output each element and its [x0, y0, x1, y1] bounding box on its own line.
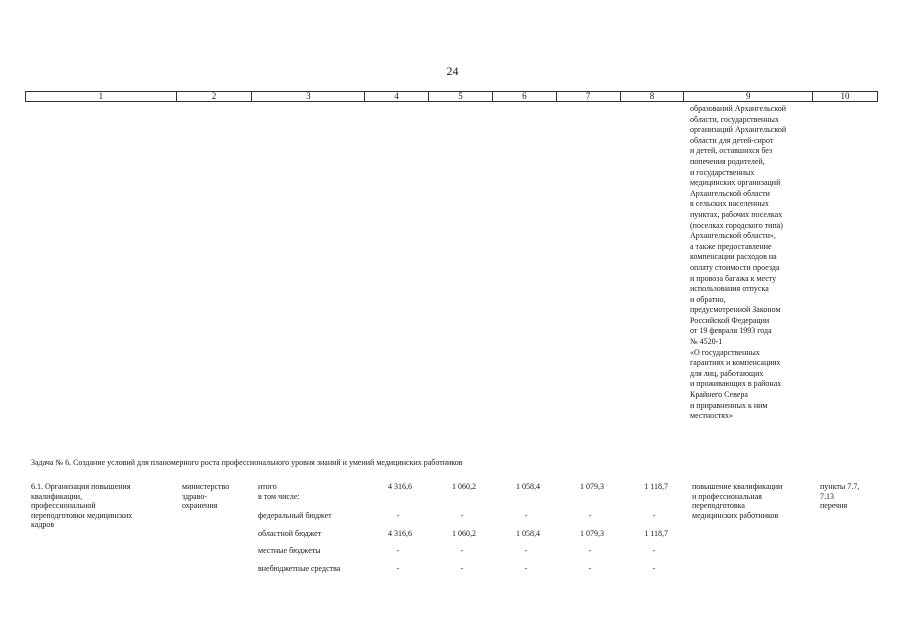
source-label: федеральный бюджет	[258, 511, 332, 520]
source-label: итого в том числе:	[258, 482, 300, 501]
value-year1: 1 060,2	[452, 529, 476, 538]
value-year4: -	[652, 546, 656, 555]
value-year1: -	[460, 546, 464, 555]
source-label: областной бюджет	[258, 529, 322, 538]
header-col-4: 4	[365, 92, 429, 101]
task-title: Задача № 6. Создание условий для планомерного роста профессионального уровня знаний и умений медицинских работников	[31, 458, 463, 467]
value-year4: 1 118,7	[644, 529, 668, 538]
value-year2: 1 058,4	[516, 529, 540, 538]
continued-text-col9: образований Архангельской области, государственных организаций Архангельской области для детей-сирот и детей, оставшихся без попечения родителей, и государственных медицинских организаций Архангельской области в сельских населенных пунктах, рабочих поселках (поселках городского типа) Архангельской области», а также предоставление компенсации расходов на оплату стоимости проезда и провоза багажа к месту использования отпуска и обратно, предусмотренной Законом Российской Федерации от 19 февраля 1993 года № 4520-1 «О государственных гарантиях и компенсациях для лиц, работающих и проживающих в районах Крайнего Севера и приравненных к ним местностях»	[690, 104, 787, 421]
header-col-6: 6	[493, 92, 557, 101]
result-cell: повышение квалификации и профессиональная переподготовка медицинских работников	[692, 482, 783, 520]
header-col-2: 2	[177, 92, 253, 101]
value-year3: 1 079,3	[580, 529, 604, 538]
header-col-5: 5	[429, 92, 493, 101]
header-col-10: 10	[840, 91, 850, 101]
source-label: внебюджетные средства	[258, 564, 341, 573]
measure-cell: 6.1. Организация повышения квалификации, профессиональной переподготовки медицинских кадров	[31, 482, 133, 530]
value-total: -	[396, 511, 400, 520]
header-col-7: 7	[557, 92, 621, 101]
value-year3: -	[588, 546, 592, 555]
header-col-9: 9	[684, 92, 813, 101]
value-total: 4 316,6	[388, 482, 412, 491]
page-number: 24	[446, 64, 459, 78]
value-year4: -	[652, 511, 656, 520]
value-year2: -	[524, 546, 528, 555]
source-label: местные бюджеты	[258, 546, 321, 555]
value-year4: -	[652, 564, 656, 573]
value-year2: 1 058,4	[516, 482, 540, 491]
header-col-3: 3	[252, 92, 365, 101]
value-year1: -	[460, 564, 464, 573]
value-year2: -	[524, 564, 528, 573]
value-year3: 1 079,3	[580, 482, 604, 491]
table-header-row	[25, 91, 878, 102]
value-year3: -	[588, 511, 592, 520]
value-year1: 1 060,2	[452, 482, 476, 491]
header-col-1: 1	[26, 92, 177, 101]
value-total: 4 316,6	[388, 529, 412, 538]
value-year2: -	[524, 511, 528, 520]
executor-cell: министерство здраво- охранения	[182, 482, 230, 511]
value-year3: -	[588, 564, 592, 573]
value-year1: -	[460, 511, 464, 520]
header-col-8: 8	[621, 92, 685, 101]
link-cell: пункты 7.7, 7.13 перечня	[820, 482, 860, 511]
value-total: -	[396, 546, 400, 555]
value-total: -	[396, 564, 400, 573]
value-year4: 1 118,7	[644, 482, 668, 491]
